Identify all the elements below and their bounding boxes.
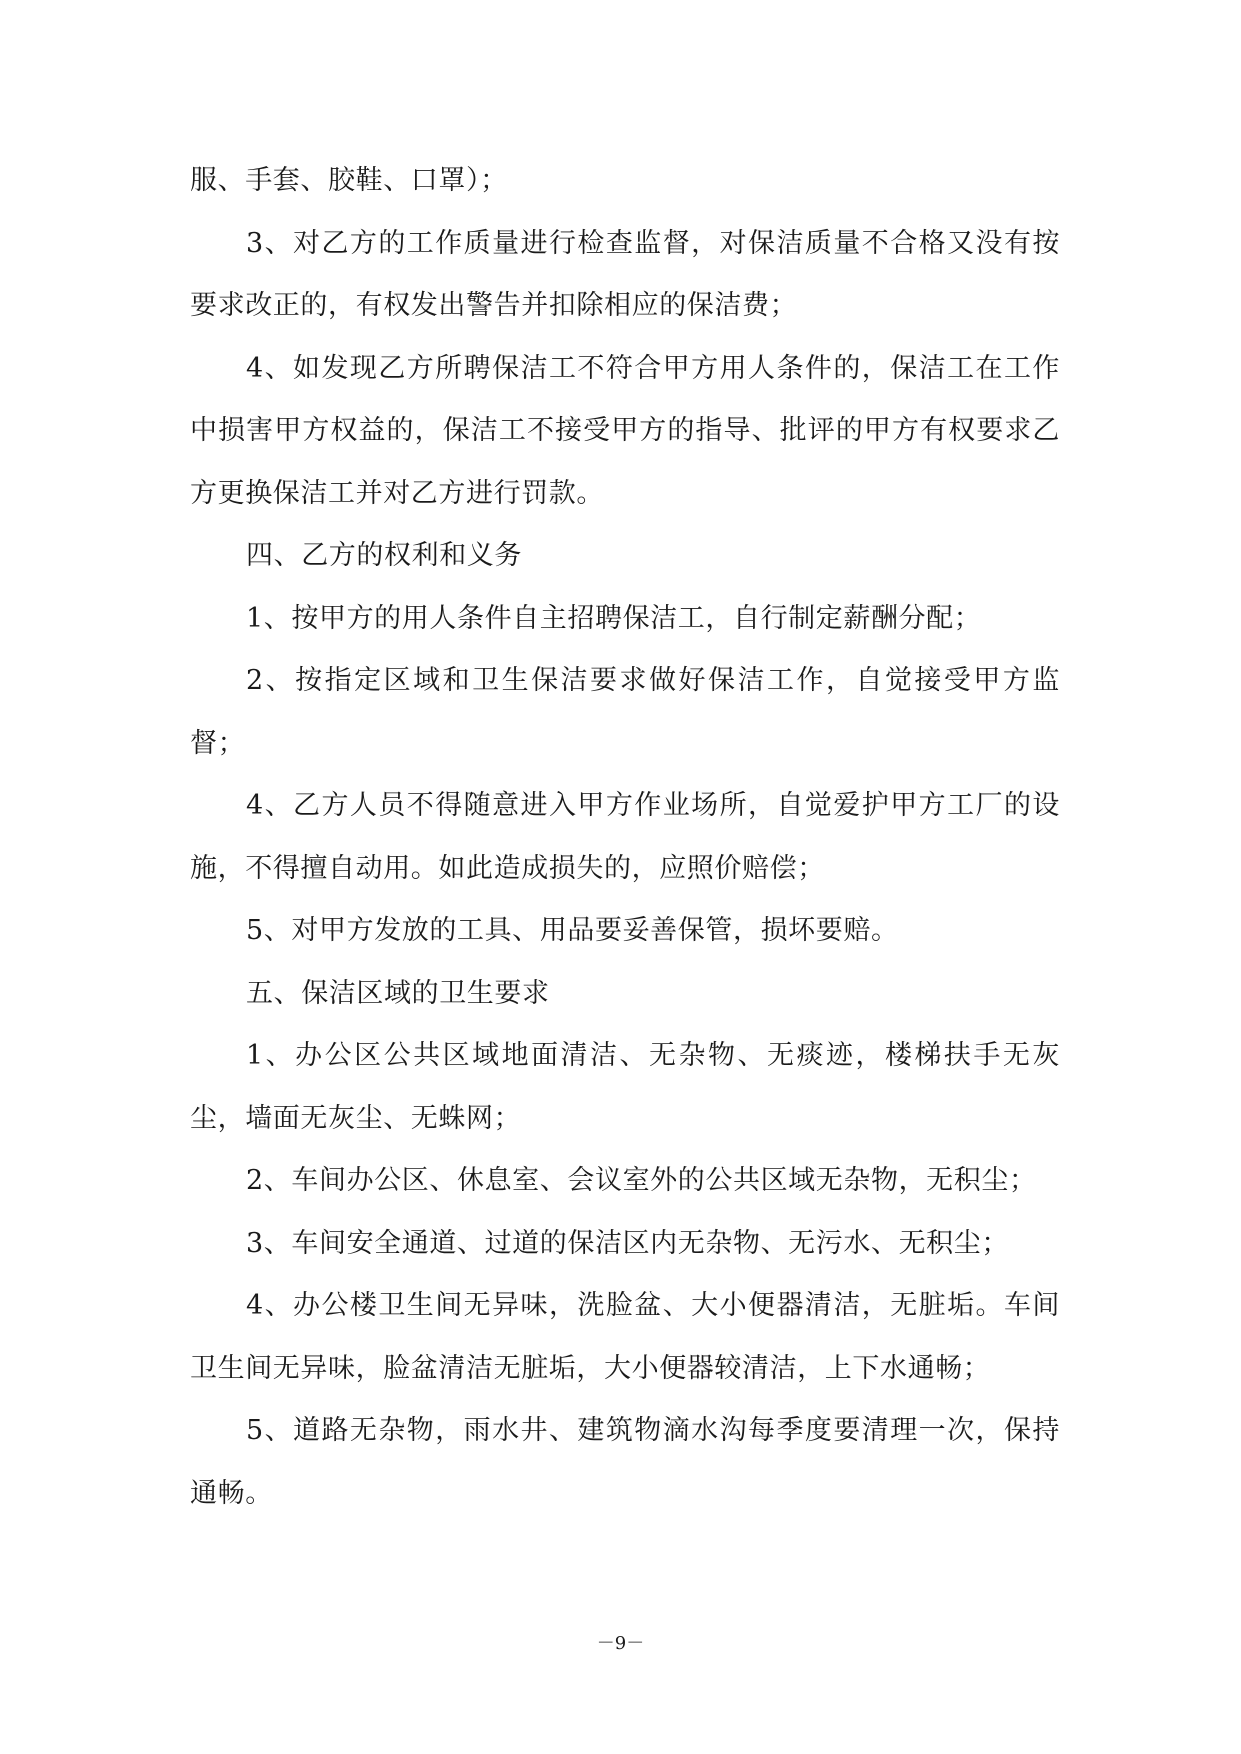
paragraph-clause-3-quality-check: 3、对乙方的工作质量进行检查监督，对保洁质量不合格又没有按要求改正的，有权发出警告并扣除相应的保洁费； (190, 227, 1060, 321)
section-heading-hygiene-requirements: 五、保洁区域的卫生要求 (246, 977, 550, 1009)
paragraph-hygiene-2: 2、车间办公区、休息室、会议室外的公共区域无杂物，无积尘； (246, 1165, 1037, 1196)
paragraph-b-clause-5: 5、对甲方发放的工具、用品要妥善保管，损坏要赔。 (246, 915, 899, 946)
paragraph-hygiene-1: 1、办公区公共区域地面清洁、无杂物、无痰迹，楼梯扶手无灰尘，墙面无灰尘、无蛛网； (190, 1040, 1060, 1134)
paragraph-hygiene-5: 5、道路无杂物，雨水井、建筑物滴水沟每季度要清理一次，保持通畅。 (190, 1415, 1060, 1509)
paragraph-continuation: 服、手套、胶鞋、口罩）； (190, 165, 508, 196)
paragraph-hygiene-3: 3、车间安全通道、过道的保洁区内无杂物、无污水、无积尘； (246, 1227, 1009, 1259)
paragraph-hygiene-4: 4、办公楼卫生间无异味，洗脸盆、大小便器清洁，无脏垢。车间卫生间无异味，脸盆清洁无脏垢，大小便器较清洁，上下水通畅； (190, 1290, 1060, 1384)
page-number: －9－ (596, 1633, 645, 1654)
paragraph-b-clause-2: 2、按指定区域和卫生保洁要求做好保洁工作，自觉接受甲方监督； (190, 665, 1060, 759)
paragraph-b-clause-4: 4、乙方人员不得随意进入甲方作业场所，自觉爱护甲方工厂的设施，不得擅自动用。如此造成损失的，应照价赔偿； (190, 790, 1060, 884)
paragraph-b-clause-1: 1、按甲方的用人条件自主招聘保洁工，自行制定薪酬分配； (246, 602, 982, 634)
section-heading-party-b-rights: 四、乙方的权利和义务 (246, 540, 522, 571)
paragraph-clause-4-replace-worker: 4、如发现乙方所聘保洁工不符合甲方用人条件的，保洁工在工作中损害甲方权益的，保洁工不接受甲方的指导、批评的甲方有权要求乙方更换保洁工并对乙方进行罚款。 (190, 352, 1060, 509)
document-body (190, 150, 1060, 1525)
